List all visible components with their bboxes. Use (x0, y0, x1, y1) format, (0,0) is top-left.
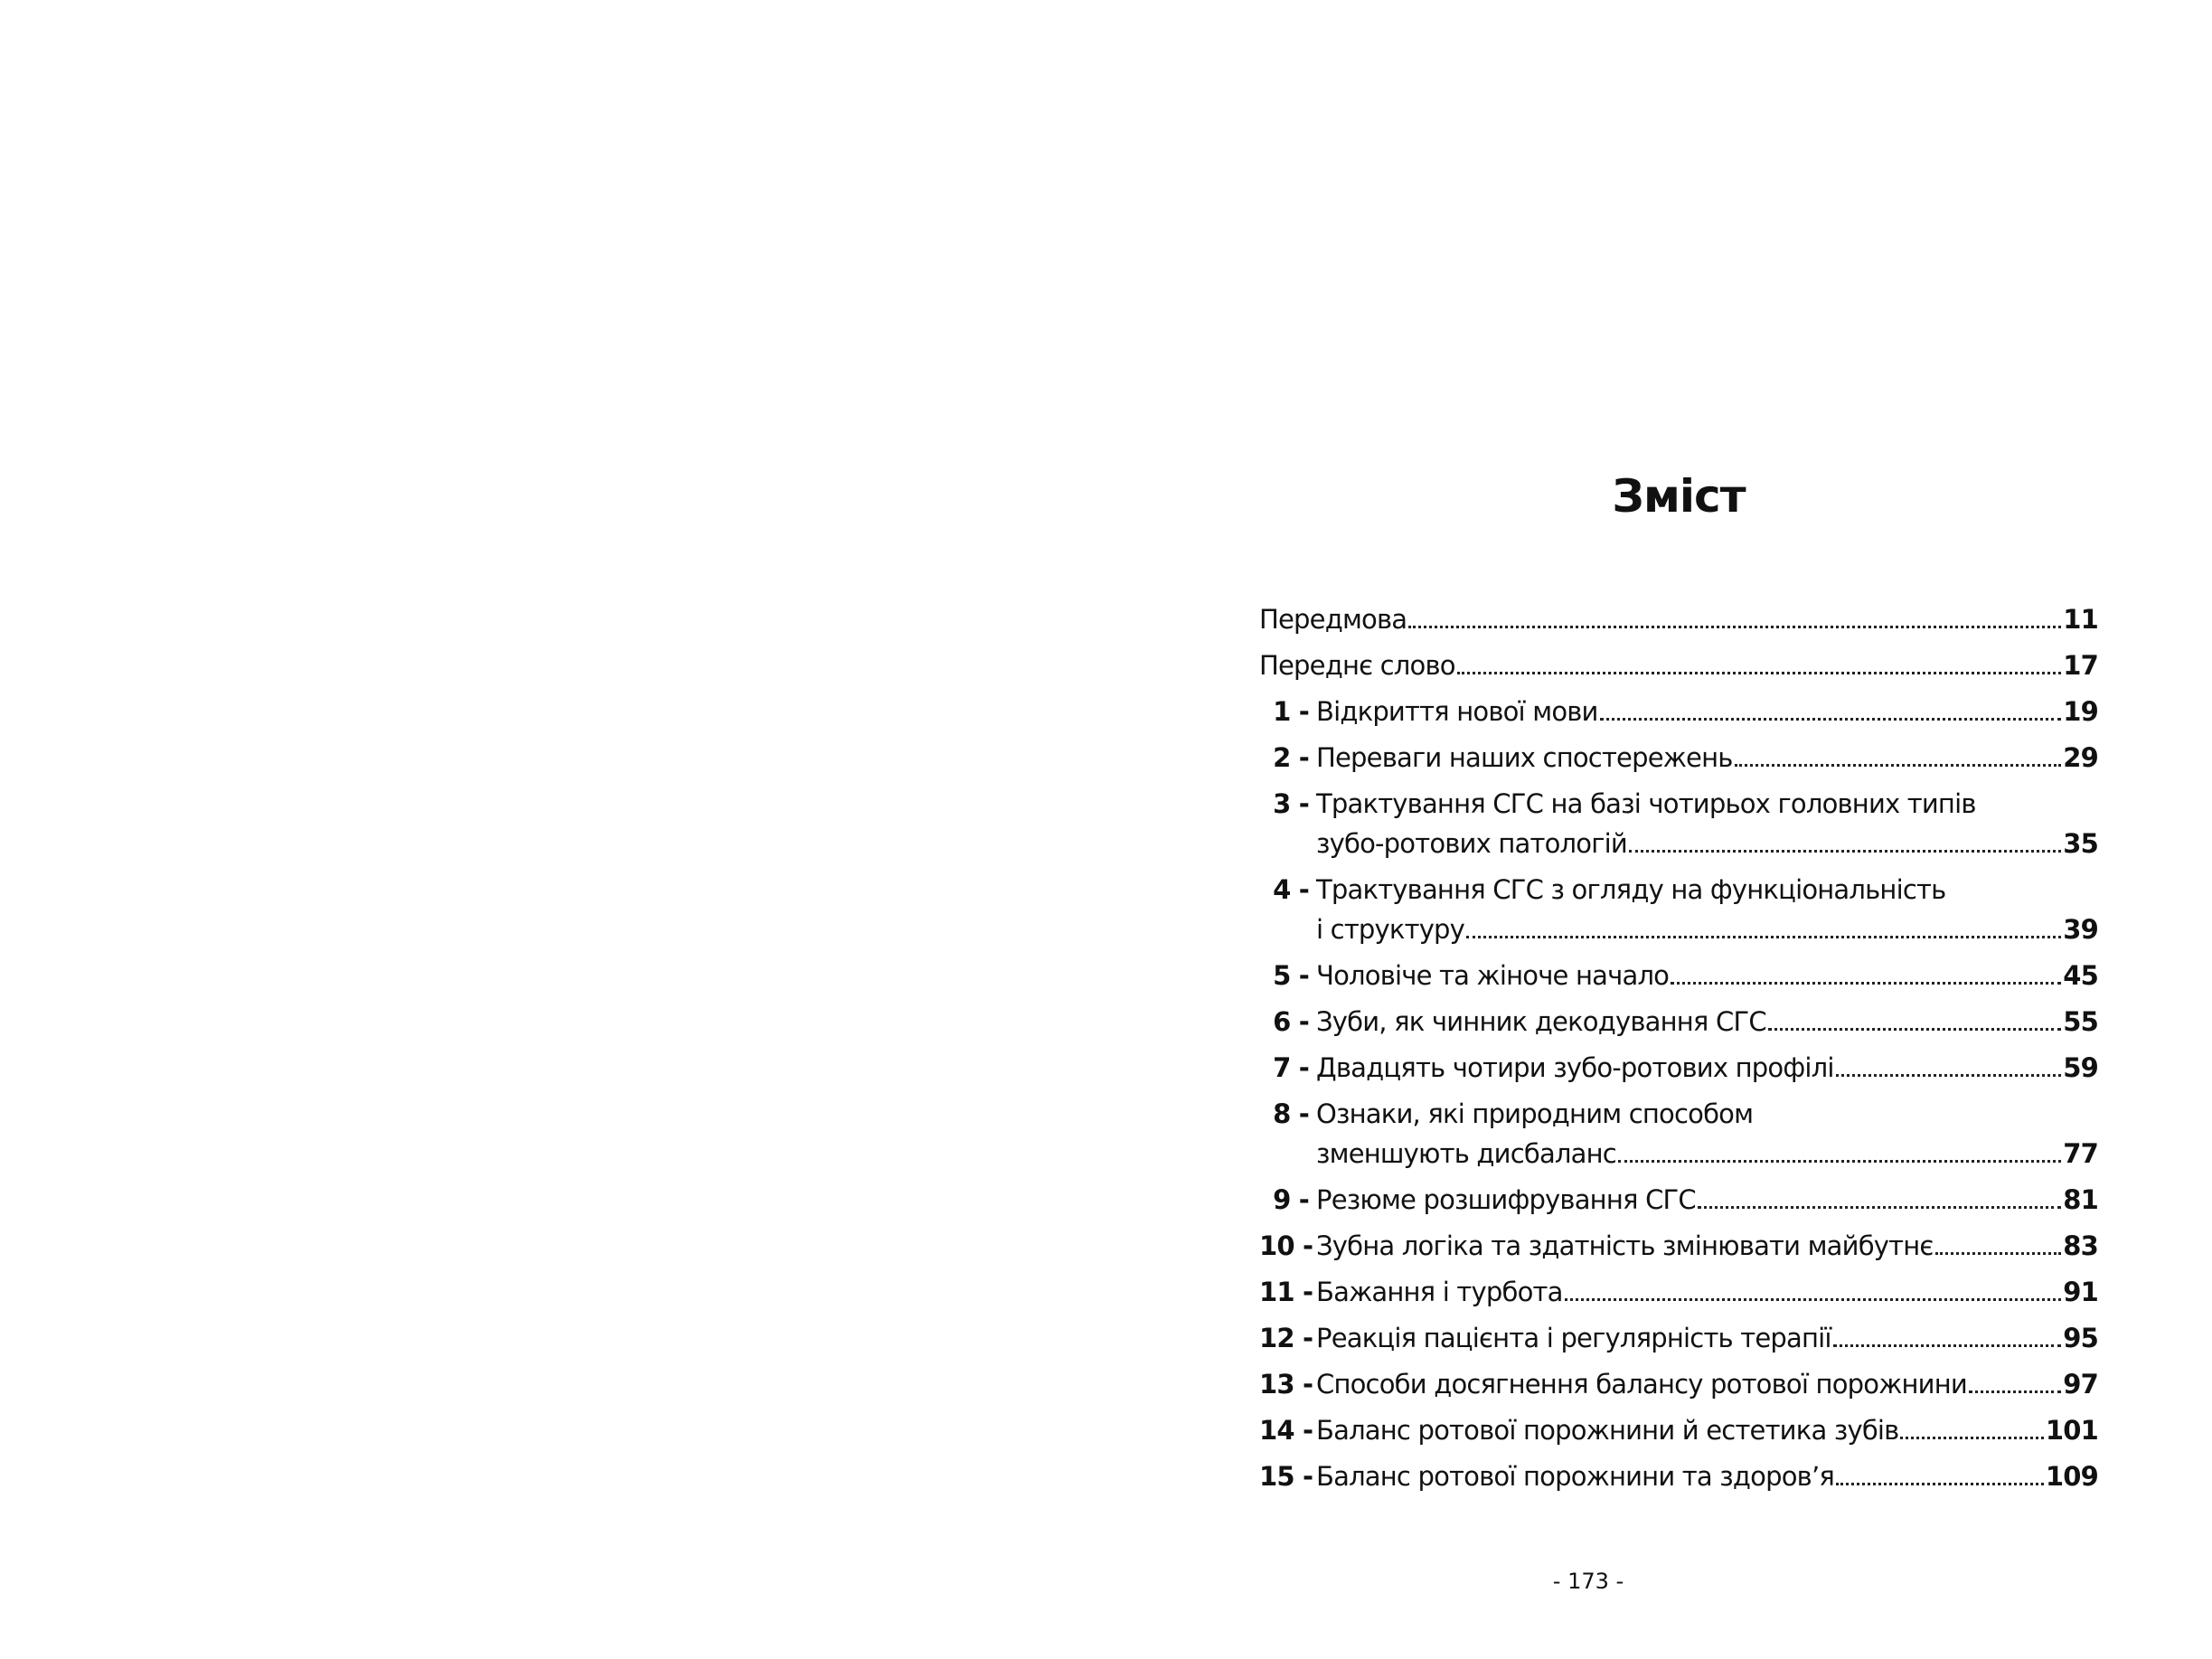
chapter-number: 6 - (1273, 1006, 1309, 1037)
dot-leader (1836, 1483, 2044, 1485)
dot-leader (1698, 1206, 2061, 1209)
chapter-number: 12 - (1259, 1323, 1313, 1353)
toc-entry[interactable] (1259, 1226, 2098, 1266)
toc-entry-line (1259, 870, 2098, 910)
chapter-title: Баланс ротової порожнини й естетика зубів (1316, 1415, 1899, 1446)
toc-entry-line (1259, 956, 2098, 995)
toc-entry-line (1259, 1002, 2098, 1042)
toc-entry-line (1259, 910, 2098, 949)
toc-entry[interactable] (1259, 870, 2098, 949)
page-reference: 45 (2063, 960, 2098, 991)
dot-leader (1565, 1298, 2062, 1301)
toc-entry-line (1259, 1180, 2098, 1220)
table-of-contents (1259, 599, 2098, 1503)
dot-leader (1836, 1074, 2062, 1077)
chapter-title: і структуру (1316, 914, 1465, 945)
dot-leader (1833, 1344, 2062, 1347)
chapter-number: 13 - (1259, 1369, 1313, 1400)
chapter-number: 15 - (1259, 1461, 1313, 1492)
dot-leader (1969, 1390, 2061, 1393)
chapter-title: Резюме розшифрування СГС (1316, 1184, 1696, 1215)
toc-entry[interactable] (1259, 692, 2098, 731)
chapter-number: 8 - (1273, 1098, 1309, 1129)
toc-entry[interactable] (1259, 599, 2098, 639)
chapter-number: 14 - (1259, 1415, 1313, 1446)
page-reference: 11 (2063, 604, 2098, 635)
chapter-number: 7 - (1273, 1052, 1309, 1083)
dot-leader (1935, 1252, 2062, 1255)
chapter-title: Зуби, як чинник декодування СГС (1316, 1006, 1766, 1037)
toc-entry[interactable] (1259, 738, 2098, 778)
chapter-title: Двадцять чотири зубо-ротових профілі (1316, 1052, 1834, 1083)
toc-entry[interactable] (1259, 1180, 2098, 1220)
dot-leader (1408, 626, 2061, 628)
chapter-title: зубо-ротових патологій (1316, 828, 1627, 859)
page-reference: 55 (2063, 1006, 2098, 1037)
toc-entry[interactable] (1259, 1048, 2098, 1088)
toc-entry-line (1259, 738, 2098, 778)
toc-entry[interactable] (1259, 1272, 2098, 1312)
toc-entry-line (1259, 1094, 2098, 1134)
toc-entry-line (1259, 1226, 2098, 1266)
chapter-title: зменшують дисбаланс (1316, 1138, 1616, 1169)
page-reference: 19 (2063, 696, 2098, 727)
toc-entry[interactable] (1259, 646, 2098, 685)
toc-entry[interactable] (1259, 1364, 2098, 1404)
toc-entry-line (1259, 599, 2098, 639)
chapter-title: Реакція пацієнта і регулярність терапії (1316, 1323, 1831, 1353)
dot-leader (1768, 1028, 2061, 1031)
toc-title: Зміст (1612, 470, 1746, 523)
chapter-title: Трактування СГС з огляду на функціональність (1316, 874, 1946, 905)
page-reference: 35 (2063, 828, 2098, 859)
toc-entry-line (1259, 1134, 2098, 1174)
chapter-number: 10 - (1259, 1230, 1313, 1261)
toc-entry-line (1259, 1410, 2098, 1450)
chapter-title: Зубна логіка та здатність змінювати майбутнє (1316, 1230, 1934, 1261)
toc-entry-line (1259, 692, 2098, 731)
chapter-title: Трактування СГС на базі чотирьох головних типів (1316, 788, 1976, 819)
chapter-number: 1 - (1273, 696, 1309, 727)
dot-leader (1466, 936, 2061, 938)
chapter-number: 11 - (1259, 1277, 1313, 1307)
dot-leader (1457, 672, 2062, 674)
toc-entry-line (1259, 1456, 2098, 1496)
page-reference: 81 (2063, 1184, 2098, 1215)
chapter-title: Переднє слово (1259, 650, 1455, 681)
toc-entry-line (1259, 824, 2098, 863)
chapter-title: Чоловіче та жіноче начало (1316, 960, 1670, 991)
toc-entry[interactable] (1259, 1094, 2098, 1174)
dot-leader (1671, 982, 2061, 985)
chapter-title: Бажання і турбота (1316, 1277, 1563, 1307)
page-reference: 59 (2063, 1052, 2098, 1083)
chapter-number: 3 - (1273, 788, 1309, 819)
page-reference: 101 (2045, 1415, 2098, 1446)
page-reference: 109 (2045, 1461, 2098, 1492)
page-reference: 91 (2063, 1277, 2098, 1307)
page-reference: 95 (2063, 1323, 2098, 1353)
toc-entry-line (1259, 646, 2098, 685)
chapter-title: Баланс ротової порожнини та здоров’я (1316, 1461, 1835, 1492)
dot-leader (1618, 1160, 2061, 1163)
toc-entry-line (1259, 1364, 2098, 1404)
toc-entry[interactable] (1259, 784, 2098, 863)
page-reference: 77 (2063, 1138, 2098, 1169)
chapter-title: Відкриття нової мови (1316, 696, 1598, 727)
page-reference: 17 (2063, 650, 2098, 681)
chapter-number: 5 - (1273, 960, 1309, 991)
chapter-title: Способи досягнення балансу ротової порожнини (1316, 1369, 1967, 1400)
chapter-number: 2 - (1273, 742, 1309, 773)
toc-entry[interactable] (1259, 1002, 2098, 1042)
chapter-number: 9 - (1273, 1184, 1309, 1215)
page-reference: 83 (2063, 1230, 2098, 1261)
page-reference: 97 (2063, 1369, 2098, 1400)
chapter-number: 4 - (1273, 874, 1309, 905)
toc-entry-line (1259, 784, 2098, 824)
page-reference: 39 (2063, 914, 2098, 945)
chapter-title: Ознаки, які природним способом (1316, 1098, 1754, 1129)
toc-entry[interactable] (1259, 1456, 2098, 1496)
page-reference: 29 (2063, 742, 2098, 773)
toc-entry-line (1259, 1048, 2098, 1088)
page-number: - 173 - (1552, 1569, 1624, 1594)
dot-leader (1900, 1437, 2043, 1439)
chapter-title: Переваги наших спостережень (1316, 742, 1733, 773)
toc-entry[interactable] (1259, 1318, 2098, 1358)
dot-leader (1600, 718, 2062, 721)
toc-entry-line (1259, 1318, 2098, 1358)
dot-leader (1735, 764, 2062, 767)
toc-entry[interactable] (1259, 956, 2098, 995)
toc-entry[interactable] (1259, 1410, 2098, 1450)
toc-entry-line (1259, 1272, 2098, 1312)
chapter-title: Передмова (1259, 604, 1407, 635)
dot-leader (1629, 850, 2061, 853)
